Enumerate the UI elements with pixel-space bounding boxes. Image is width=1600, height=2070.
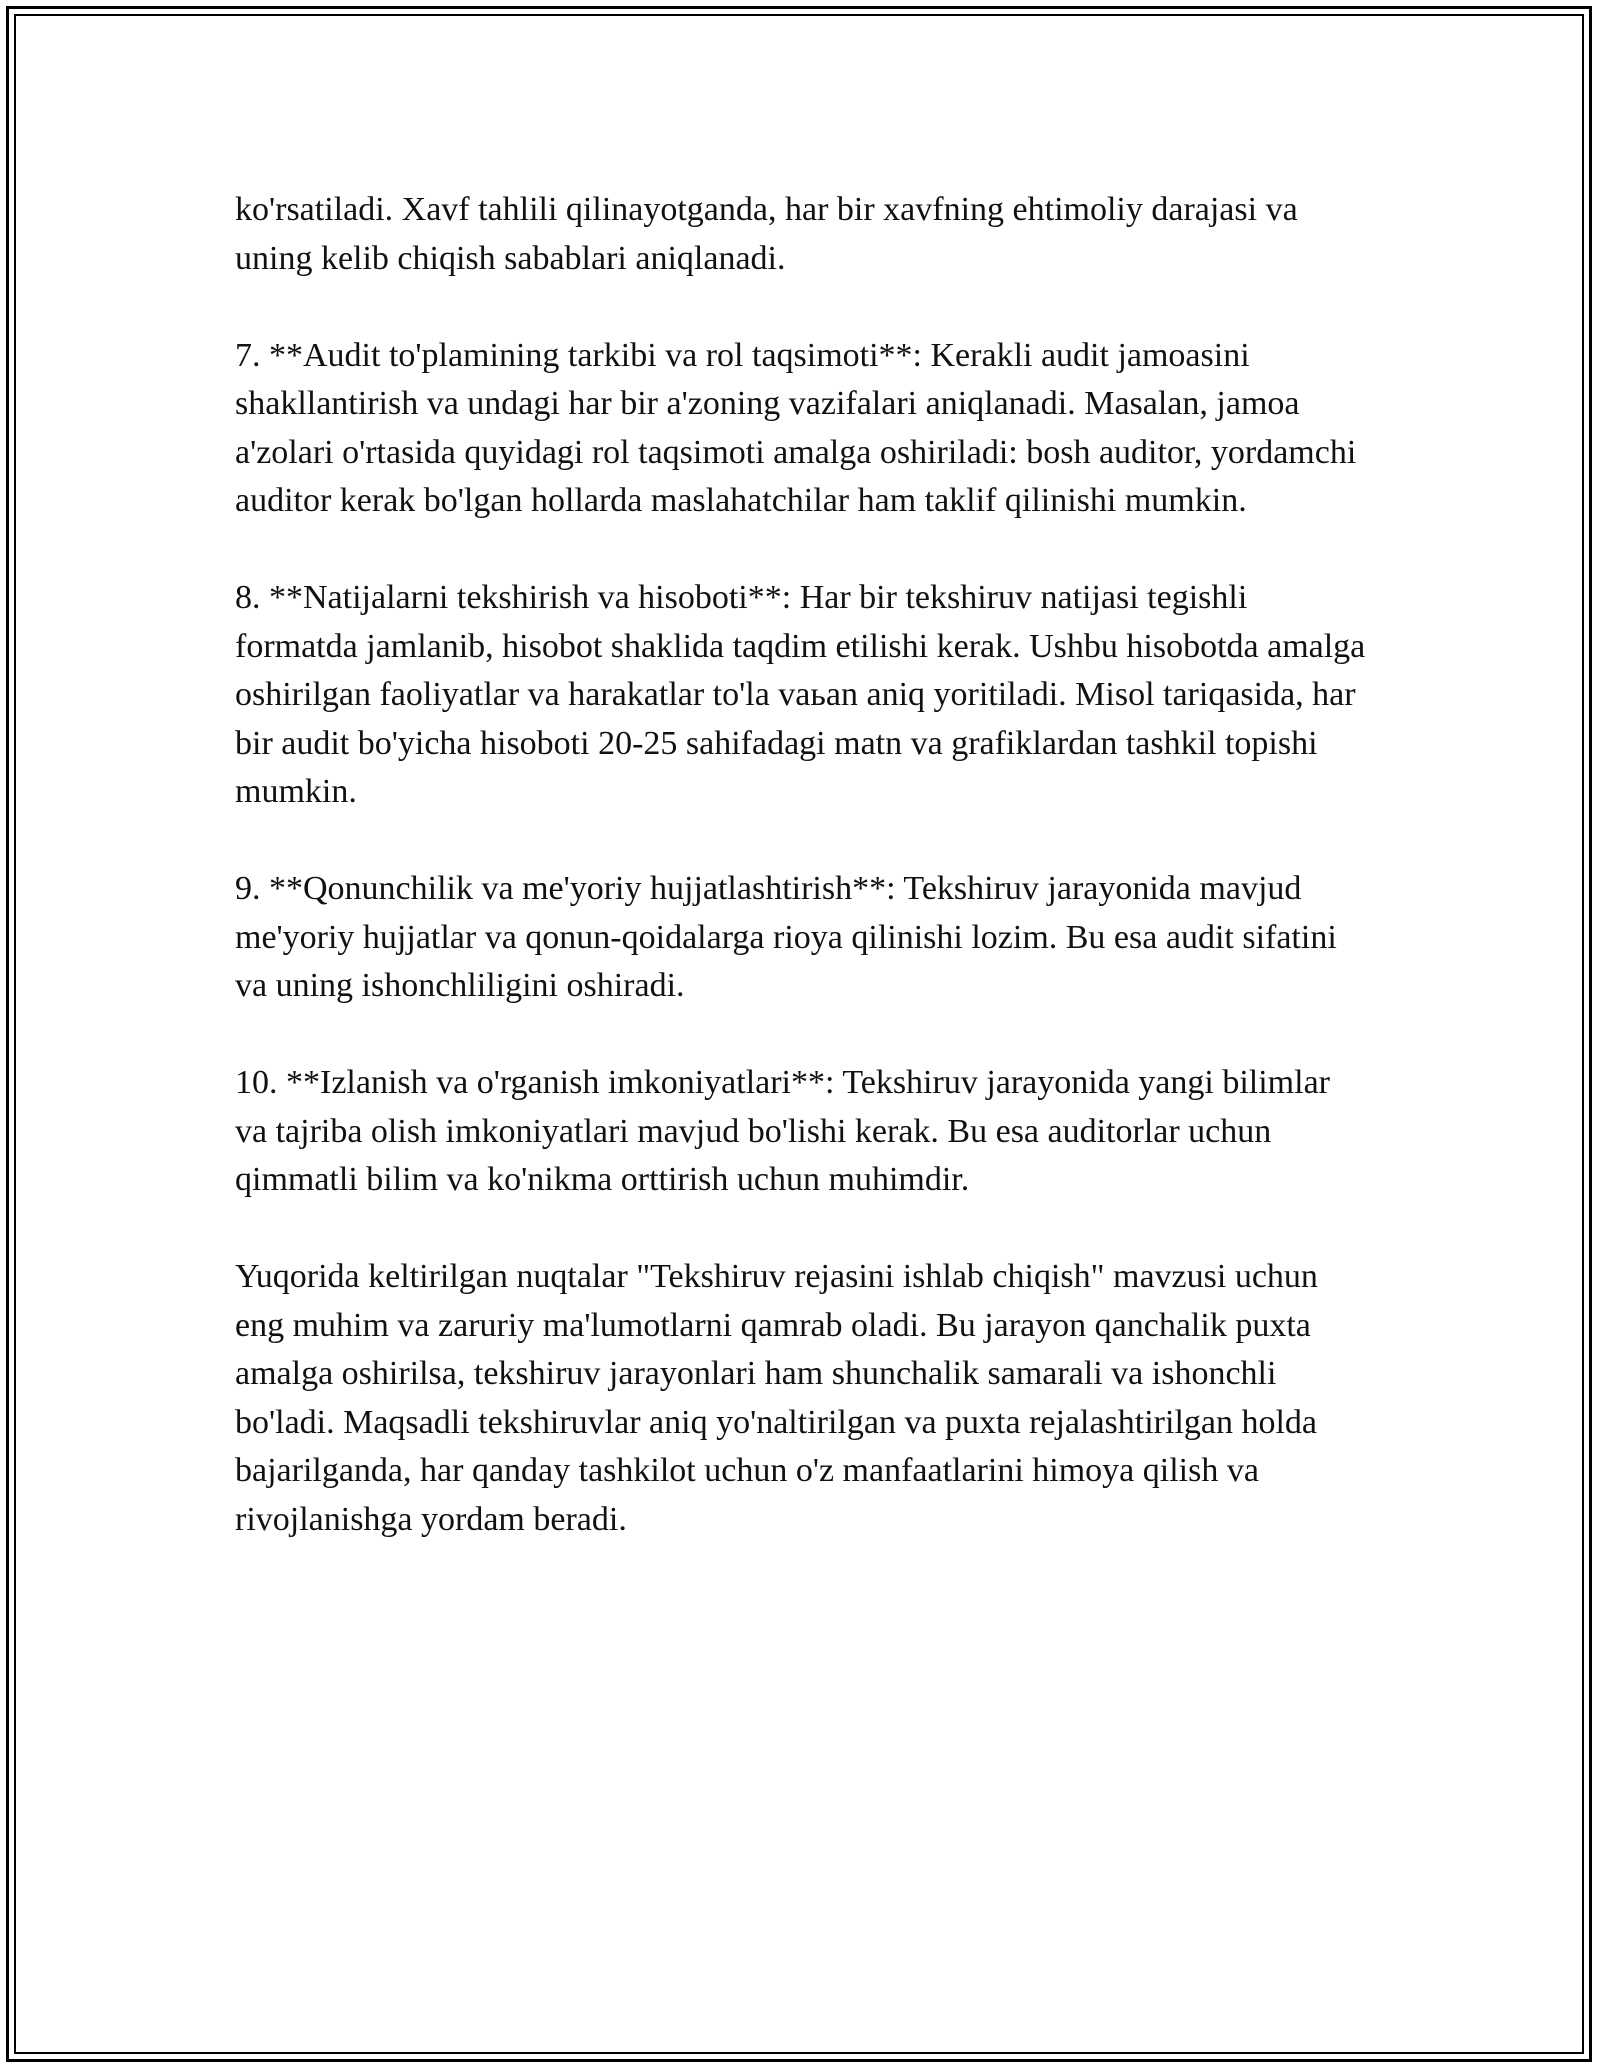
paragraph-item-7-audit-team: 7. **Audit to'plamining tarkibi va rol taqsimoti**: Kerakli audit jamoasini shakllantirish va undagi har bir a'zoning vazifalari aniqlanadi. Masalan, jamoa a'zolari o'rtasida quyidagi rol taqsimoti amalga oshiriladi: bosh auditor, yordamchi auditor kerak bo'lgan hollarda maslahatchilar ham taklif qilinishi mumkin. [235, 336, 1357, 519]
paragraph-risk-analysis-continued: ko'rsatiladi. Xavf tahlili qilinayotganda, har bir xavfning ehtimoliy darajasi va uning kelib chiqish sabablari aniqlanadi. [235, 191, 1298, 277]
paragraph-item-9-legislation: 9. **Qonunchilik va me'yoriy hujjatlashtirish**: Tekshiruv jarayonida mavjud me'yoriy hujjatlar va qonun-qoidalarga rioya qilinishi lozim. Bu esa audit sifatini va uning ishonchliligini oshiradi. [235, 870, 1337, 1004]
document-body [235, 186, 1370, 1593]
paragraph-item-10-learning: 10. **Izlanish va o'rganish imkoniyatlari**: Tekshiruv jarayonida yangi bilimlar va tajriba olish imkoniyatlari mavjud bo'lishi kerak. Bu esa auditorlar uchun qimmatli bilim va ko'nikma orttirish uchun muhimdir. [235, 1064, 1330, 1198]
paragraph-conclusion: Yuqorida keltirilgan nuqtalar "Tekshiruv rejasini ishlab chiqish" mavzusi uchun eng muhim va zaruriy ma'lumotlarni qamrab oladi. Bu jarayon qanchalik puxta amalga oshirilsa, tekshiruv jarayonlari ham shunchalik samarali va ishonchli bo'ladi. Maqsadli tekshiruvlar aniq yo'naltirilgan va puxta rejalashtirilgan holda bajarilganda, har qanday tashkilot uchun o'z manfaatlarini himoya qilish va rivojlanishga yordam beradi. [235, 1258, 1318, 1538]
paragraph-item-8-results-report: 8. **Natijalarni tekshirish va hisoboti**: Har bir tekshiruv natijasi tegishli formatda jamlanib, hisobot shaklida taqdim etilishi kerak. Ushbu hisobotda amalga oshirilgan faoliyatlar va harakatlar to'la vaьan aniq yoritiladi. Misol tariqasida, har bir audit bo'yicha hisoboti 20-25 sahifadagi matn va grafiklardan tashkil topishi mumkin. [235, 579, 1366, 810]
